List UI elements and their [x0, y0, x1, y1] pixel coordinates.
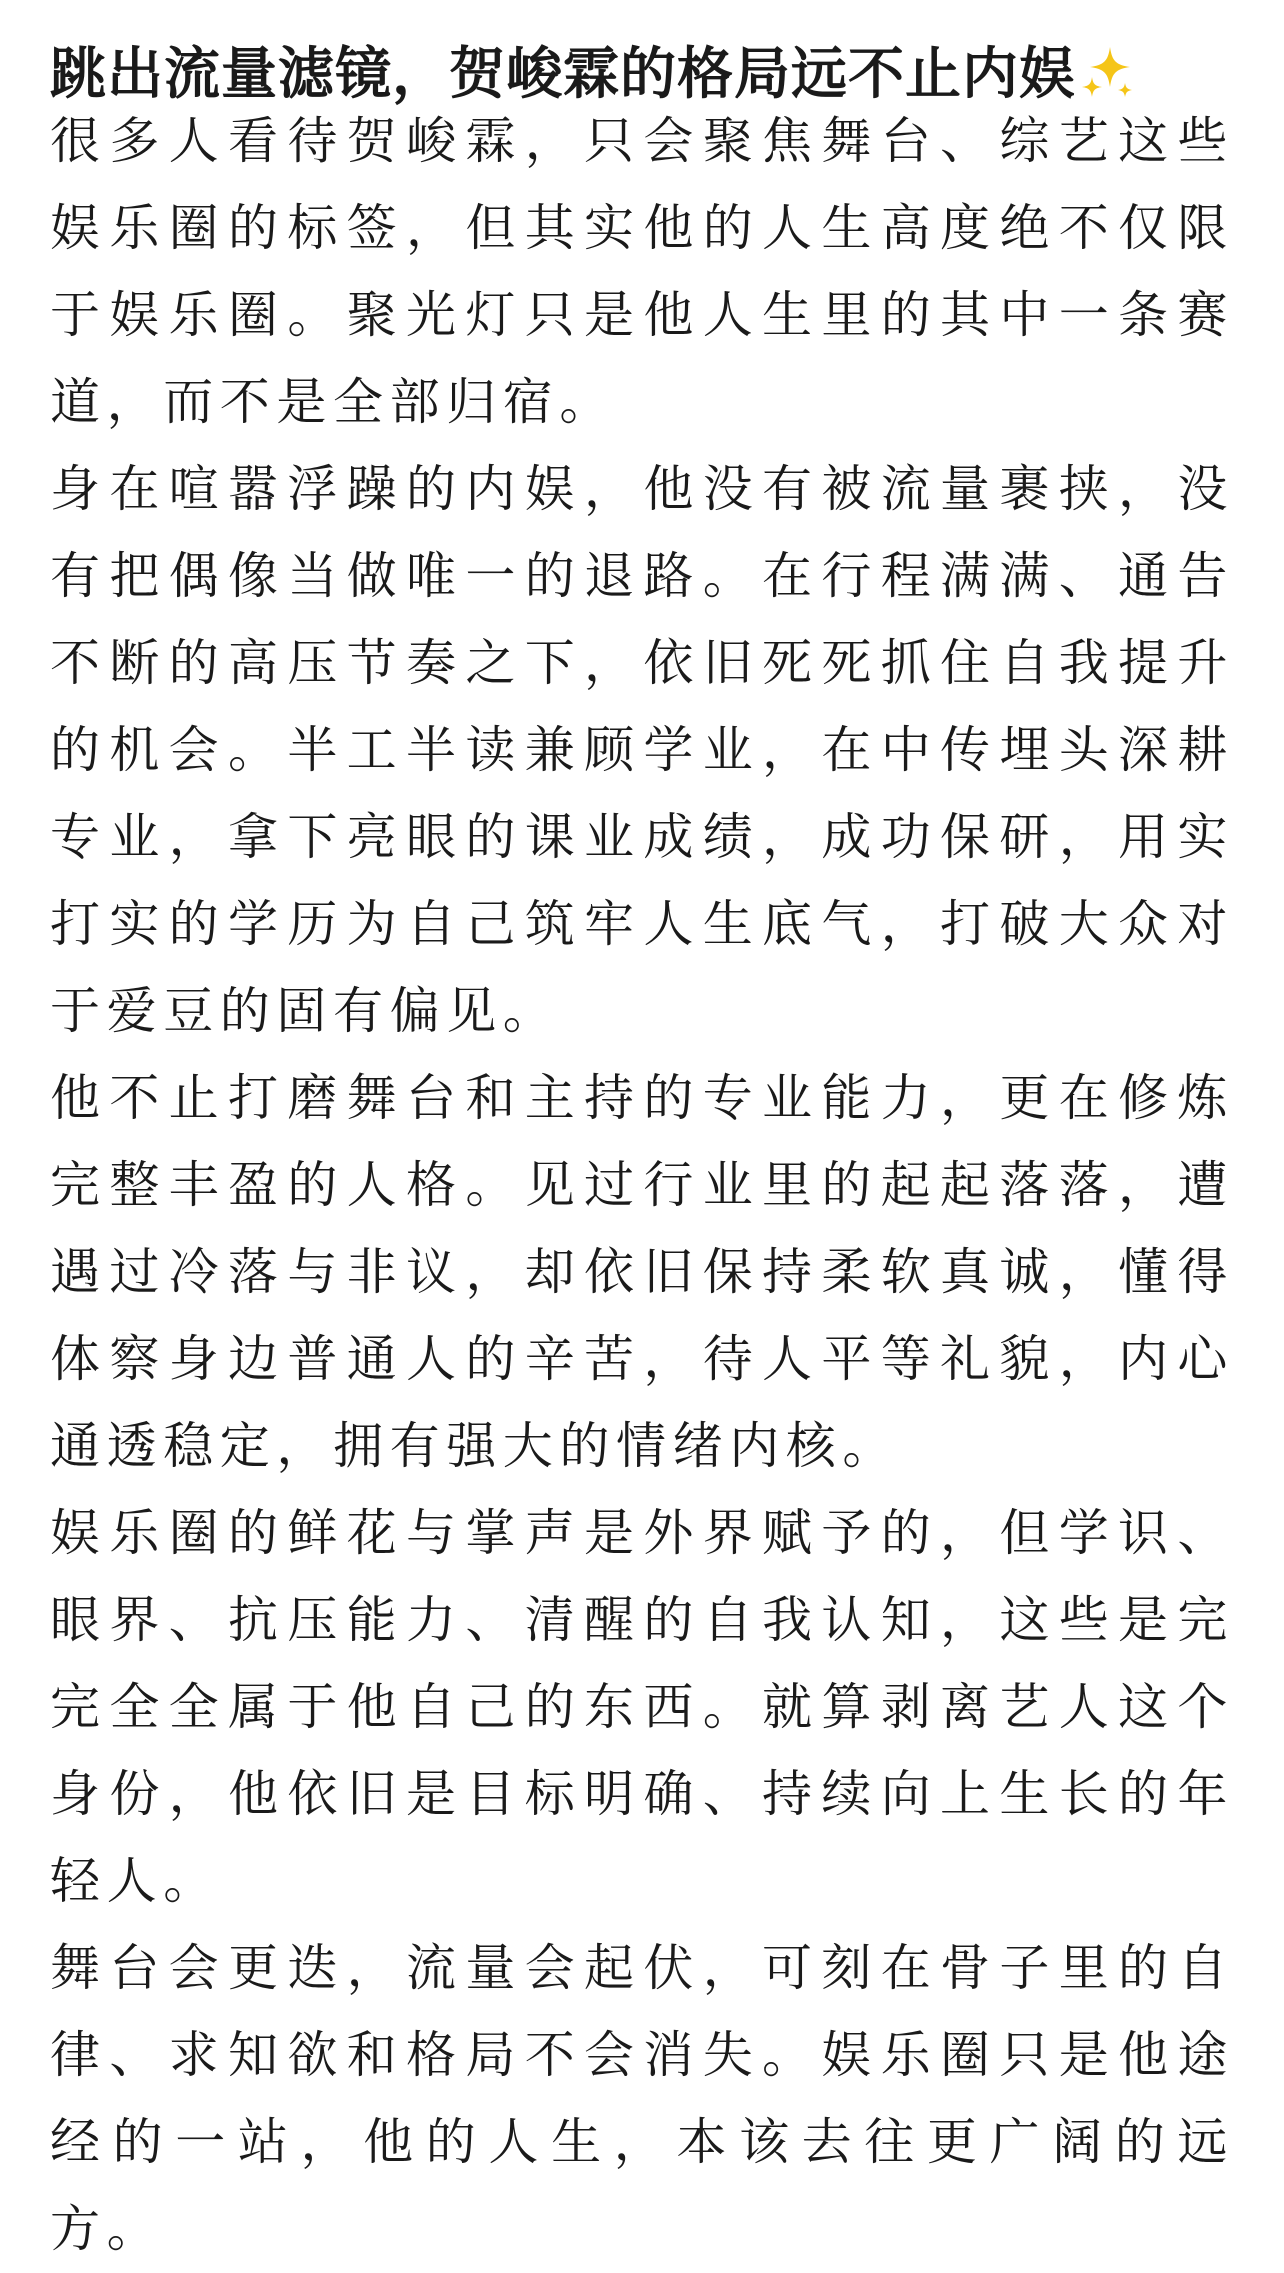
paragraph: 很多人看待贺峻霖，只会聚焦舞台、综艺这些娱乐圈的标签，但其实他的人生高度绝不仅限于娱乐圈。聚光灯只是他人生里的其中一条赛道，而不是全部归宿。 [50, 112, 1234, 431]
article-title-text: 跳出流量滤镜，贺峻霖的格局远不止内娱 [50, 42, 1076, 107]
article [50, 0, 1234, 2273]
paragraph: 舞台会更迭，流量会起伏，可刻在骨子里的自律、求知欲和格局不会消失。娱乐圈只是他途经的一站，他的人生，本该去往更广阔的远方。 [50, 1939, 1234, 2258]
article-title [50, 0, 1234, 107]
paragraph: 娱乐圈的鲜花与掌声是外界赋予的，但学识、眼界、抗压能力、清醒的自我认知，这些是完完全全属于他自己的东西。就算剥离艺人这个身份，他依旧是目标明确、持续向上生长的年轻人。 [50, 1504, 1234, 1910]
paragraph: 身在喧嚣浮躁的内娱，他没有被流量裹挟，没有把偶像当做唯一的退路。在行程满满、通告不断的高压节奏之下，依旧死死抓住自我提升的机会。半工半读兼顾学业，在中传埋头深耕专业，拿下亮眼的课业成绩，成功保研，用实打实的学历为自己筑牢人生底气，打破大众对于爱豆的固有偏见。 [50, 460, 1234, 1040]
paragraph: 他不止打磨舞台和主持的专业能力，更在修炼完整丰盈的人格。见过行业里的起起落落，遭遇过冷落与非议，却依旧保持柔软真诚，懂得体察身边普通人的辛苦，待人平等礼貌，内心通透稳定，拥有强大的情绪内核。 [50, 1069, 1234, 1475]
